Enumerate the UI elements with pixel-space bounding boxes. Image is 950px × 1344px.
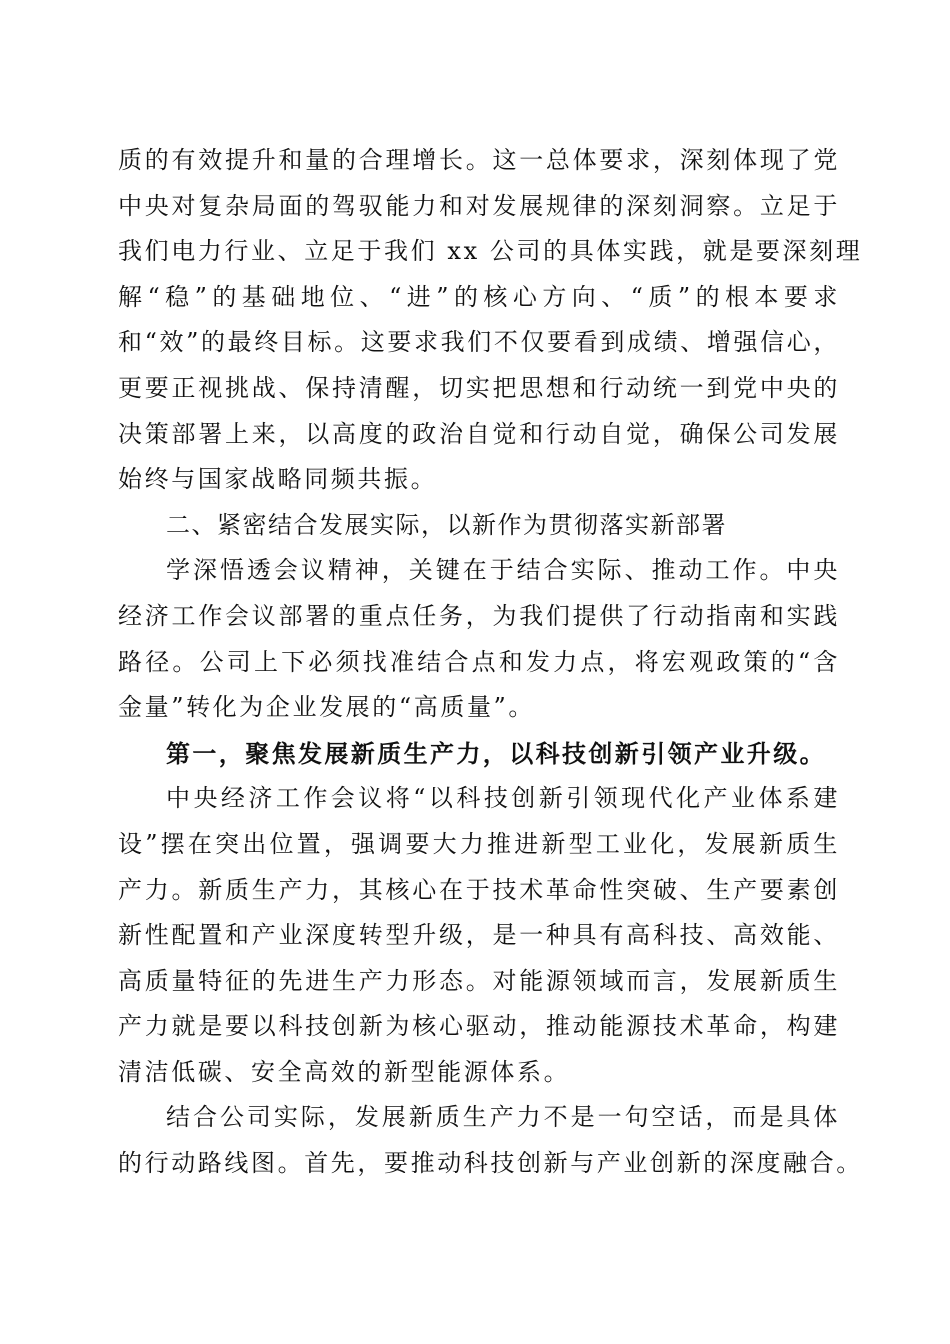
body-line: 高质量特征的先进生产力形态。对能源领域而言，发展新质生	[118, 966, 840, 995]
body-line: 决策部署上来，以高度的政治自觉和行动自觉，确保公司发展	[118, 419, 840, 448]
body-line: 更要正视挑战、保持清醒，切实把思想和行动统一到党中央的	[118, 373, 840, 402]
body-line: 设”摆在突出位置，强调要大力推进新型工业化，发展新质生	[118, 829, 840, 858]
body-line: 解“稳”的基础地位、“进”的核心方向、“质”的根本要求	[118, 282, 840, 311]
body-line: 学深悟透会议精神，关键在于结合实际、推动工作。中央	[166, 556, 840, 585]
body-line: 和“效”的最终目标。这要求我们不仅要看到成绩、增强信心，	[118, 328, 840, 357]
body-line: 产力就是要以科技创新为核心驱动，推动能源技术革命，构建	[118, 1012, 840, 1041]
body-line: 质的有效提升和量的合理增长。这一总体要求，深刻体现了党	[118, 146, 840, 174]
body-line: 新性配置和产业深度转型升级，是一种具有高科技、高效能、	[118, 921, 840, 950]
body-line: 始终与国家战略同频共振。	[118, 465, 438, 494]
document-page	[118, 138, 863, 1187]
body-line: 路径。公司上下必须找准结合点和发力点，将宏观政策的“含	[118, 647, 840, 676]
body-line: 金量”转化为企业发展的“高质量”。	[118, 693, 536, 722]
body-line: 中央经济工作会议将“以科技创新引领现代化产业体系建	[166, 784, 840, 813]
section-heading: 二、紧密结合发展实际，以新作为贯彻落实新部署	[166, 510, 727, 539]
body-line: 结合公司实际，发展新质生产力不是一句空话，而是具体	[166, 1103, 840, 1132]
body-line: 我们电力行业、立足于我们 xx 公司的具体实践，就是要深刻理	[118, 237, 863, 266]
body-line: 清洁低碳、安全高效的新型能源体系。	[118, 1057, 571, 1086]
body-line: 中央对复杂局面的驾驭能力和对发展规律的深刻洞察。立足于	[118, 191, 840, 220]
body-line: 产力。新质生产力，其核心在于技术革命性突破、生产要素创	[118, 875, 840, 904]
subsection-heading: 第一，聚焦发展新质生产力，以科技创新引领产业升级。	[166, 738, 826, 768]
body-line: 的行动路线图。首先，要推动科技创新与产业创新的深度融合。	[118, 1149, 863, 1178]
body-line: 经济工作会议部署的重点任务，为我们提供了行动指南和实践	[118, 601, 840, 630]
